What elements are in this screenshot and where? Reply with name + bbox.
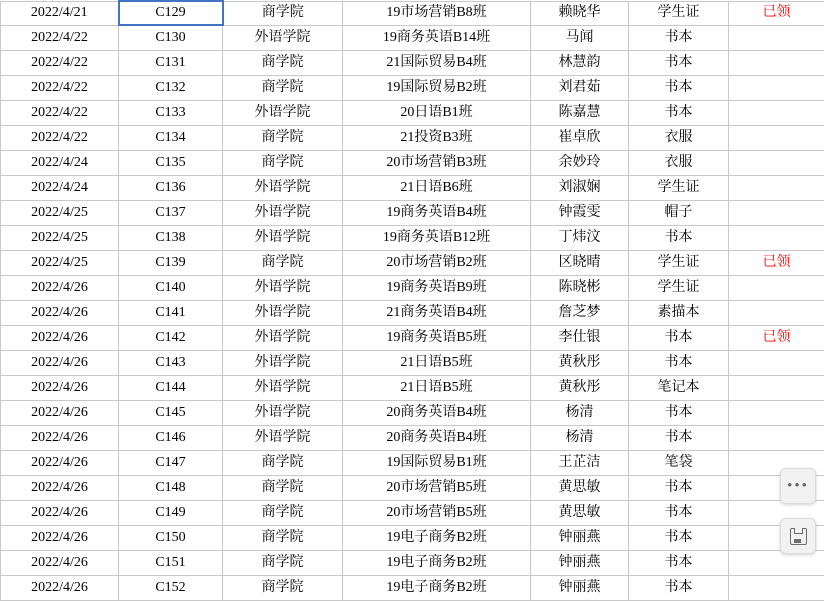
cell-item[interactable]: 书本: [629, 426, 729, 451]
cell-class[interactable]: 19商务英语B4班: [343, 201, 531, 226]
more-dots-icon: •••: [787, 478, 809, 495]
cell-item[interactable]: 书本: [629, 476, 729, 501]
cell-id[interactable]: C145: [119, 401, 223, 426]
cell-date[interactable]: 2022/4/26: [1, 376, 119, 401]
table-row[interactable]: [1, 101, 824, 126]
cell-date[interactable]: 2022/4/26: [1, 476, 119, 501]
cell-date[interactable]: 2022/4/26: [1, 326, 119, 351]
selected-cell[interactable]: C129: [119, 1, 223, 25]
cell-id[interactable]: C138: [119, 226, 223, 251]
table-row[interactable]: [1, 351, 824, 376]
table-row[interactable]: [1, 201, 824, 226]
cell-dept[interactable]: 外语学院: [223, 276, 343, 301]
cell-name[interactable]: 陈晓彬: [531, 276, 629, 301]
cell-status[interactable]: [729, 551, 824, 576]
cell-date[interactable]: 2022/4/22: [1, 25, 119, 51]
cell-name[interactable]: 陈嘉慧: [531, 101, 629, 126]
cell-dept[interactable]: 商学院: [223, 451, 343, 476]
cell-dept[interactable]: 商学院: [223, 526, 343, 551]
cell-dept[interactable]: 外语学院: [223, 226, 343, 251]
table-row[interactable]: [1, 526, 824, 551]
cell-date[interactable]: 2022/4/25: [1, 251, 119, 276]
cell-dept[interactable]: 外语学院: [223, 176, 343, 201]
cell-status[interactable]: 已领: [729, 251, 824, 276]
cell-name[interactable]: 黄秋彤: [531, 351, 629, 376]
cell-item[interactable]: 素描本: [629, 301, 729, 326]
cell-item[interactable]: 学生证: [629, 276, 729, 301]
cell-status[interactable]: [729, 76, 824, 101]
cell-item[interactable]: 书本: [629, 25, 729, 51]
cell-dept[interactable]: 外语学院: [223, 201, 343, 226]
cell-class[interactable]: 20市场营销B5班: [343, 501, 531, 526]
cell-date[interactable]: 2022/4/26: [1, 501, 119, 526]
cell-name[interactable]: 余妙玲: [531, 151, 629, 176]
cell-item[interactable]: 学生证: [629, 176, 729, 201]
cell-dept[interactable]: 商学院: [223, 76, 343, 101]
cell-id[interactable]: C133: [119, 101, 223, 126]
cell-class[interactable]: 19电子商务B2班: [343, 526, 531, 551]
table-row[interactable]: [1, 251, 824, 276]
cell-date[interactable]: 2022/4/26: [1, 351, 119, 376]
cell-date[interactable]: 2022/4/25: [1, 226, 119, 251]
cell-name[interactable]: 钟丽燕: [531, 551, 629, 576]
cell-date[interactable]: 2022/4/26: [1, 276, 119, 301]
cell-dept[interactable]: 外语学院: [223, 101, 343, 126]
cell-name[interactable]: 赖晓华: [531, 1, 629, 25]
cell-item[interactable]: 衣服: [629, 151, 729, 176]
cell-class[interactable]: 20日语B1班: [343, 101, 531, 126]
cell-date[interactable]: 2022/4/21: [1, 1, 119, 25]
cell-class[interactable]: 20市场营销B2班: [343, 251, 531, 276]
table-row[interactable]: [1, 126, 824, 151]
cell-class[interactable]: 20商务英语B4班: [343, 426, 531, 451]
cell-name[interactable]: 王芷洁: [531, 451, 629, 476]
table-row[interactable]: [1, 401, 824, 426]
cell-class[interactable]: 19商务英语B12班: [343, 226, 531, 251]
cell-dept[interactable]: 外语学院: [223, 426, 343, 451]
cell-status[interactable]: [729, 576, 824, 601]
save-icon: [790, 528, 807, 545]
cell-date[interactable]: 2022/4/24: [1, 151, 119, 176]
cell-status[interactable]: [729, 351, 824, 376]
cell-item[interactable]: 书本: [629, 326, 729, 351]
cell-class[interactable]: 21投资B3班: [343, 126, 531, 151]
cell-id[interactable]: C140: [119, 276, 223, 301]
cell-class[interactable]: 21日语B5班: [343, 351, 531, 376]
cell-item[interactable]: 书本: [629, 576, 729, 601]
cell-class[interactable]: 19国际贸易B1班: [343, 451, 531, 476]
cell-item[interactable]: 书本: [629, 51, 729, 76]
table-row[interactable]: [1, 576, 824, 601]
cell-name[interactable]: 崔卓欣: [531, 126, 629, 151]
cell-status[interactable]: [729, 301, 824, 326]
cell-name[interactable]: 杨清: [531, 426, 629, 451]
cell-date[interactable]: 2022/4/26: [1, 401, 119, 426]
cell-dept[interactable]: 外语学院: [223, 326, 343, 351]
cell-name[interactable]: 丁炜汶: [531, 226, 629, 251]
cell-id[interactable]: C139: [119, 251, 223, 276]
cell-class[interactable]: 20市场营销B3班: [343, 151, 531, 176]
cell-id[interactable]: C136: [119, 176, 223, 201]
cell-status[interactable]: 已领: [729, 1, 824, 25]
cell-status[interactable]: 已领: [729, 326, 824, 351]
cell-dept[interactable]: 商学院: [223, 251, 343, 276]
cell-id[interactable]: C149: [119, 501, 223, 526]
cell-status[interactable]: [729, 201, 824, 226]
cell-id[interactable]: C142: [119, 326, 223, 351]
cell-status[interactable]: [729, 426, 824, 451]
cell-item[interactable]: 学生证: [629, 1, 729, 25]
cell-date[interactable]: 2022/4/26: [1, 301, 119, 326]
table-row[interactable]: [1, 226, 824, 251]
cell-date[interactable]: 2022/4/26: [1, 526, 119, 551]
cell-name[interactable]: 黄思敏: [531, 501, 629, 526]
cell-date[interactable]: 2022/4/22: [1, 76, 119, 101]
cell-dept[interactable]: 外语学院: [223, 351, 343, 376]
cell-status[interactable]: [729, 151, 824, 176]
table-row[interactable]: [1, 476, 824, 501]
cell-item[interactable]: 书本: [629, 401, 729, 426]
cell-id[interactable]: C143: [119, 351, 223, 376]
cell-name[interactable]: 马闻: [531, 25, 629, 51]
cell-class[interactable]: 20商务英语B4班: [343, 401, 531, 426]
cell-dept[interactable]: 外语学院: [223, 301, 343, 326]
cell-name[interactable]: 区晓晴: [531, 251, 629, 276]
cell-id[interactable]: C134: [119, 126, 223, 151]
cell-class[interactable]: 19电子商务B2班: [343, 576, 531, 601]
cell-date[interactable]: 2022/4/26: [1, 426, 119, 451]
cell-id[interactable]: C131: [119, 51, 223, 76]
cell-class[interactable]: 19国际贸易B2班: [343, 76, 531, 101]
cell-id[interactable]: C141: [119, 301, 223, 326]
cell-date[interactable]: 2022/4/25: [1, 201, 119, 226]
cell-class[interactable]: 21日语B6班: [343, 176, 531, 201]
cell-id[interactable]: C144: [119, 376, 223, 401]
table-row[interactable]: [1, 151, 824, 176]
cell-name[interactable]: 刘淑娴: [531, 176, 629, 201]
cell-name[interactable]: 黄思敏: [531, 476, 629, 501]
cell-status[interactable]: [729, 176, 824, 201]
cell-status[interactable]: [729, 101, 824, 126]
cell-dept[interactable]: 外语学院: [223, 25, 343, 51]
cell-id[interactable]: C150: [119, 526, 223, 551]
cell-item[interactable]: 笔记本: [629, 376, 729, 401]
cell-item[interactable]: 帽子: [629, 201, 729, 226]
cell-dept[interactable]: 商学院: [223, 551, 343, 576]
cell-dept[interactable]: 商学院: [223, 51, 343, 76]
cell-id[interactable]: C135: [119, 151, 223, 176]
cell-date[interactable]: 2022/4/26: [1, 451, 119, 476]
cell-dept[interactable]: 商学院: [223, 1, 343, 25]
table-body: [1, 1, 824, 601]
cell-class[interactable]: 20市场营销B5班: [343, 476, 531, 501]
cell-id[interactable]: C130: [119, 25, 223, 51]
cell-date[interactable]: 2022/4/26: [1, 551, 119, 576]
cell-item[interactable]: 笔袋: [629, 451, 729, 476]
cell-date[interactable]: 2022/4/24: [1, 176, 119, 201]
cell-date[interactable]: 2022/4/22: [1, 126, 119, 151]
cell-id[interactable]: C147: [119, 451, 223, 476]
table-row[interactable]: [1, 551, 824, 576]
table-row[interactable]: [1, 451, 824, 476]
cell-item[interactable]: 学生证: [629, 251, 729, 276]
cell-date[interactable]: 2022/4/22: [1, 51, 119, 76]
table-row[interactable]: [1, 1, 824, 25]
cell-dept[interactable]: 商学院: [223, 476, 343, 501]
cell-status[interactable]: [729, 126, 824, 151]
cell-name[interactable]: 钟丽燕: [531, 576, 629, 601]
cell-class[interactable]: 21商务英语B4班: [343, 301, 531, 326]
cell-status[interactable]: [729, 276, 824, 301]
table-row[interactable]: [1, 426, 824, 451]
cell-id[interactable]: C148: [119, 476, 223, 501]
cell-class[interactable]: 19商务英语B9班: [343, 276, 531, 301]
cell-dept[interactable]: 商学院: [223, 576, 343, 601]
cell-status[interactable]: [729, 25, 824, 51]
cell-name[interactable]: 詹芝梦: [531, 301, 629, 326]
cell-name[interactable]: 李仕银: [531, 326, 629, 351]
table-row[interactable]: [1, 301, 824, 326]
cell-dept[interactable]: 外语学院: [223, 376, 343, 401]
cell-dept[interactable]: 商学院: [223, 501, 343, 526]
cell-name[interactable]: 黄秋彤: [531, 376, 629, 401]
cell-status[interactable]: [729, 401, 824, 426]
cell-dept[interactable]: 商学院: [223, 126, 343, 151]
cell-item[interactable]: 书本: [629, 226, 729, 251]
table-row[interactable]: [1, 376, 824, 401]
cell-status[interactable]: [729, 376, 824, 401]
cell-id[interactable]: C132: [119, 76, 223, 101]
cell-id[interactable]: C151: [119, 551, 223, 576]
table-row[interactable]: [1, 176, 824, 201]
cell-dept[interactable]: 商学院: [223, 151, 343, 176]
cell-status[interactable]: [729, 51, 824, 76]
cell-id[interactable]: C152: [119, 576, 223, 601]
cell-name[interactable]: 钟丽燕: [531, 526, 629, 551]
cell-class[interactable]: 19电子商务B2班: [343, 551, 531, 576]
cell-class[interactable]: 21日语B5班: [343, 376, 531, 401]
cell-class[interactable]: 19商务英语B5班: [343, 326, 531, 351]
cell-class[interactable]: 19市场营销B8班: [343, 1, 531, 25]
table-row[interactable]: [1, 501, 824, 526]
table-row[interactable]: [1, 51, 824, 76]
cell-dept[interactable]: 外语学院: [223, 401, 343, 426]
cell-name[interactable]: 杨清: [531, 401, 629, 426]
cell-status[interactable]: [729, 226, 824, 251]
cell-name[interactable]: 钟霞雯: [531, 201, 629, 226]
table-row[interactable]: [1, 25, 824, 51]
cell-item[interactable]: 书本: [629, 501, 729, 526]
save-button[interactable]: [780, 518, 816, 554]
cell-name[interactable]: 林慧韵: [531, 51, 629, 76]
cell-class[interactable]: 21国际贸易B4班: [343, 51, 531, 76]
cell-date[interactable]: 2022/4/26: [1, 576, 119, 601]
table-row[interactable]: [1, 76, 824, 101]
cell-item[interactable]: 书本: [629, 551, 729, 576]
more-options-button[interactable]: [780, 468, 816, 504]
table-row[interactable]: [1, 326, 824, 351]
cell-item[interactable]: 书本: [629, 76, 729, 101]
cell-class[interactable]: 19商务英语B14班: [343, 25, 531, 51]
cell-item[interactable]: 书本: [629, 101, 729, 126]
cell-id[interactable]: C146: [119, 426, 223, 451]
cell-id[interactable]: C137: [119, 201, 223, 226]
cell-name[interactable]: 刘君茹: [531, 76, 629, 101]
cell-date[interactable]: 2022/4/22: [1, 101, 119, 126]
cell-item[interactable]: 书本: [629, 526, 729, 551]
cell-item[interactable]: 书本: [629, 351, 729, 376]
table-row[interactable]: [1, 276, 824, 301]
cell-item[interactable]: 衣服: [629, 126, 729, 151]
